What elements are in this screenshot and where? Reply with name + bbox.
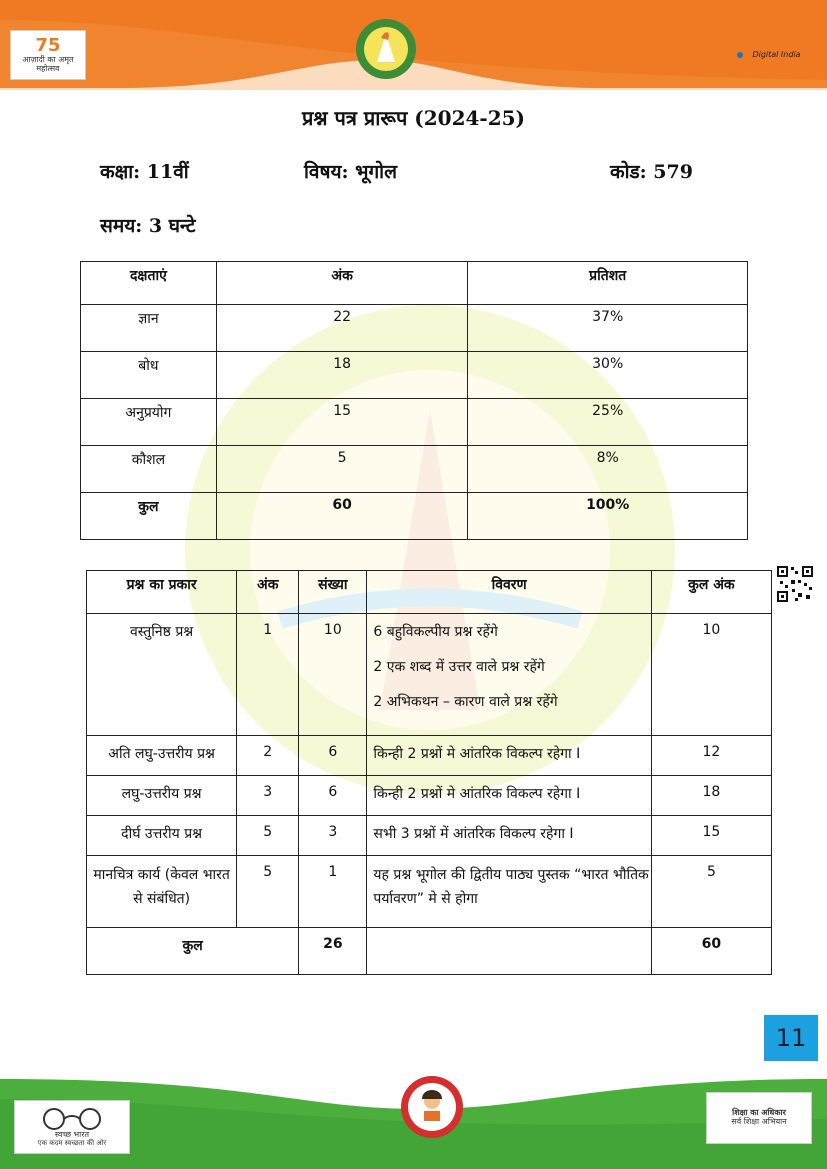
azadi-amrit-mahotsav-logo: 75 आज़ादी का अमृत महोत्सव [10,30,86,80]
qr-code[interactable] [776,565,814,603]
subject-label: विषय: भूगोल [304,161,397,183]
table-cell: 15 [216,399,468,446]
column-header: संख्या [299,571,367,614]
table-row [81,352,748,399]
code-label: कोड: 579 [610,161,693,183]
question-type-cell: लघु-उत्तरीय प्रश्न [87,776,237,816]
details-cell [367,776,651,816]
question-type-cell: वस्तुनिष्ठ प्रश्न [87,614,237,736]
digital-india-logo: Digital India [728,40,804,70]
marks-cell: 1 [237,614,299,736]
marks-cell: 5 [237,856,299,928]
details-cell [367,736,651,776]
question-type-cell: मानचित्र कार्य (केवल भारत से संबंधित) [87,856,237,928]
detail-line: 6 बहुविकल्पीय प्रश्न रहेंगे [373,624,498,640]
table-row [87,816,772,856]
table-row [81,305,748,352]
table-cell: 60 [216,493,468,540]
table-row [87,614,772,736]
table-cell: ज्ञान [81,305,217,352]
total-marks-cell: 18 [651,776,771,816]
question-type-table [86,570,772,975]
competency-table [80,261,748,540]
count-cell: 6 [299,736,367,776]
column-header: दक्षताएं [81,262,217,305]
total-marks-cell: 5 [651,856,771,928]
empty-cell [367,928,651,975]
table-row [81,446,748,493]
table-cell: कुल [81,493,217,540]
table-cell: 37% [468,305,748,352]
table-header-row [87,571,772,614]
total-label-cell: कुल [87,928,299,975]
count-cell: 1 [299,856,367,928]
page-number-badge: 11 [764,1015,818,1061]
table-row [87,736,772,776]
count-cell: 10 [299,614,367,736]
table-cell: 25% [468,399,748,446]
total-marks-cell: 12 [651,736,771,776]
question-type-cell: दीर्घ उत्तरीय प्रश्न [87,816,237,856]
detail-line: किन्ही 2 प्रश्नों मे आंतरिक विकल्प रहेगा I [373,746,581,762]
total-marks-cell: 10 [651,614,771,736]
table-cell: 5 [216,446,468,493]
time-label: समय: 3 घन्टे [100,215,196,237]
count-cell: 3 [299,816,367,856]
class-label: कक्षा: 11वीं [100,161,189,183]
table-cell: अनुप्रयोग [81,399,217,446]
detail-line: सभी 3 प्रश्नों में आंतरिक विकल्प रहेगा I [373,826,574,842]
total-marks-cell: 60 [651,928,771,975]
column-header: अंक [216,262,468,305]
document-title: प्रश्न पत्र प्रारूप (2024-25) [302,106,525,130]
digital-india-icon [731,46,749,64]
table-cell: 8% [468,446,748,493]
table-cell: 22 [216,305,468,352]
column-header: अंक [237,571,299,614]
beti-bachao-logo [400,1075,464,1139]
table-cell: कौशल [81,446,217,493]
details-cell [367,816,651,856]
detail-line: किन्ही 2 प्रश्नों मे आंतरिक विकल्प रहेगा I [373,786,581,802]
swachh-bharat-logo: स्वच्छ भारत एक कदम स्वच्छता की ओर [14,1100,130,1154]
marks-cell: 3 [237,776,299,816]
total-marks-cell: 15 [651,816,771,856]
detail-line: यह प्रश्न भूगोल की द्वितीय पाठ्य पुस्तक “भारत भौतिक पर्यावरण” मे से होगा [373,867,649,907]
table-cell: 100% [468,493,748,540]
column-header: विवरण [367,571,651,614]
table-header-row [81,262,748,305]
table-cell: बोध [81,352,217,399]
marks-cell: 2 [237,736,299,776]
table-cell: 30% [468,352,748,399]
total-count-cell: 26 [299,928,367,975]
table-row [87,856,772,928]
table-row [87,776,772,816]
details-cell [367,856,651,928]
table-row [81,399,748,446]
count-cell: 6 [299,776,367,816]
right-to-education-logo: शिक्षा का अधिकार सर्व शिक्षा अभियान [706,1092,812,1144]
detail-line: 2 एक शब्द में उत्तर वाले प्रश्न रहेंगे [373,659,545,675]
table-total-row [81,493,748,540]
table-cell: 18 [216,352,468,399]
spectacles-icon [32,1107,112,1131]
detail-line: 2 अभिकथन – कारण वाले प्रश्न रहेंगे [373,694,558,710]
details-cell [367,614,651,736]
column-header: प्रतिशत [468,262,748,305]
column-header: कुल अंक [651,571,771,614]
table-total-row [87,928,772,975]
marks-cell: 5 [237,816,299,856]
column-header: प्रश्न का प्रकार [87,571,237,614]
board-seal-logo [355,18,417,80]
question-type-cell: अति लघु-उत्तरीय प्रश्न [87,736,237,776]
